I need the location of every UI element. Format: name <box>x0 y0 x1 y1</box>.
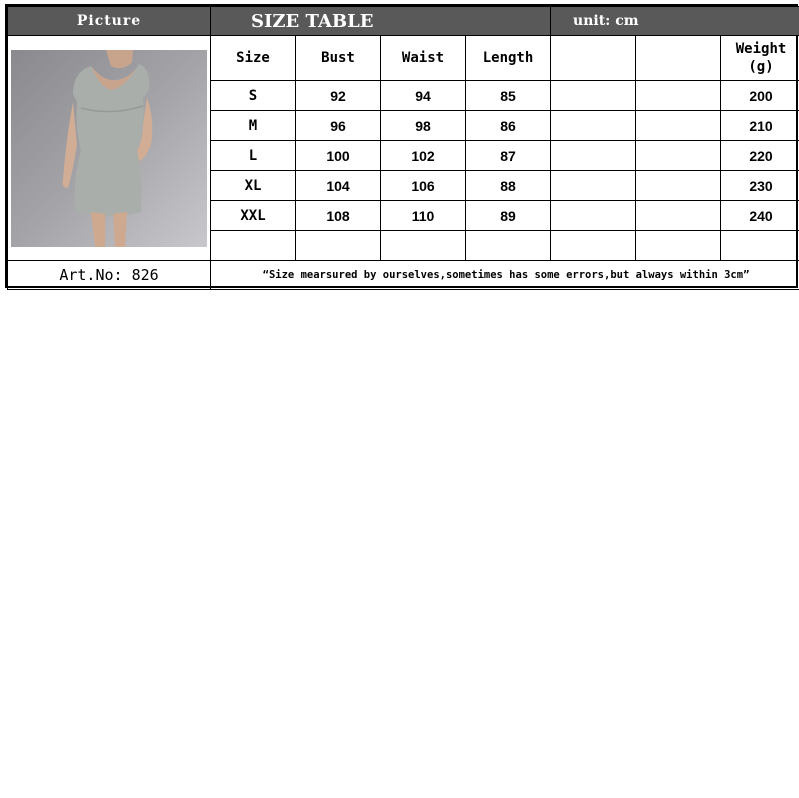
col-weight-line2: (g) <box>748 59 774 75</box>
blank-cell <box>551 81 636 111</box>
weight-cell: 200 <box>721 81 799 111</box>
bust-cell: 108 <box>296 201 381 231</box>
measurement-note: “Size mearsured by ourselves,sometimes has some errors,but always within 3cm” <box>211 261 799 290</box>
size-cell: XL <box>211 171 296 201</box>
article-number: Art.No: 826 <box>8 261 211 290</box>
waist-cell: 98 <box>381 111 466 141</box>
col-waist: Waist <box>381 36 466 81</box>
header-row <box>8 7 799 36</box>
blank-cell <box>636 171 721 201</box>
size-cell: XXL <box>211 201 296 231</box>
bust-cell: 100 <box>296 141 381 171</box>
blank-cell <box>636 81 721 111</box>
weight-cell: 230 <box>721 171 799 201</box>
col-blank-2 <box>636 36 721 81</box>
size-table-sheet <box>5 4 798 288</box>
blank-cell <box>551 171 636 201</box>
bust-cell: 92 <box>296 81 381 111</box>
length-cell: 89 <box>466 201 551 231</box>
waist-cell: 94 <box>381 81 466 111</box>
bust-cell: 104 <box>296 171 381 201</box>
blank-cell <box>721 231 799 261</box>
size-cell: L <box>211 141 296 171</box>
blank-cell <box>551 201 636 231</box>
size-cell: M <box>211 111 296 141</box>
length-cell: 88 <box>466 171 551 201</box>
blank-cell <box>296 231 381 261</box>
col-bust: Bust <box>296 36 381 81</box>
blank-cell <box>211 231 296 261</box>
picture-header: Picture <box>8 7 211 36</box>
product-photo <box>11 50 207 247</box>
weight-cell: 240 <box>721 201 799 231</box>
length-cell: 86 <box>466 111 551 141</box>
weight-cell: 220 <box>721 141 799 171</box>
weight-cell: 210 <box>721 111 799 141</box>
bust-cell: 96 <box>296 111 381 141</box>
size-cell: S <box>211 81 296 111</box>
waist-cell: 110 <box>381 201 466 231</box>
blank-cell <box>636 141 721 171</box>
length-cell: 87 <box>466 141 551 171</box>
blank-cell <box>551 111 636 141</box>
col-length: Length <box>466 36 551 81</box>
unit-label: unit: cm <box>551 7 799 36</box>
table-title: SIZE TABLE <box>211 7 551 36</box>
product-photo-cell <box>8 36 211 261</box>
length-cell: 85 <box>466 81 551 111</box>
column-header-row <box>8 36 799 81</box>
waist-cell: 102 <box>381 141 466 171</box>
col-size: Size <box>211 36 296 81</box>
blank-cell <box>551 141 636 171</box>
col-weight-line1: Weight <box>735 41 787 57</box>
blank-cell <box>551 231 636 261</box>
blank-cell <box>466 231 551 261</box>
col-weight <box>721 36 799 81</box>
waist-cell: 106 <box>381 171 466 201</box>
blank-cell <box>636 111 721 141</box>
col-blank-1 <box>551 36 636 81</box>
footer-row <box>8 261 799 290</box>
blank-cell <box>636 201 721 231</box>
blank-cell <box>381 231 466 261</box>
size-table <box>7 6 799 290</box>
blank-cell <box>636 231 721 261</box>
